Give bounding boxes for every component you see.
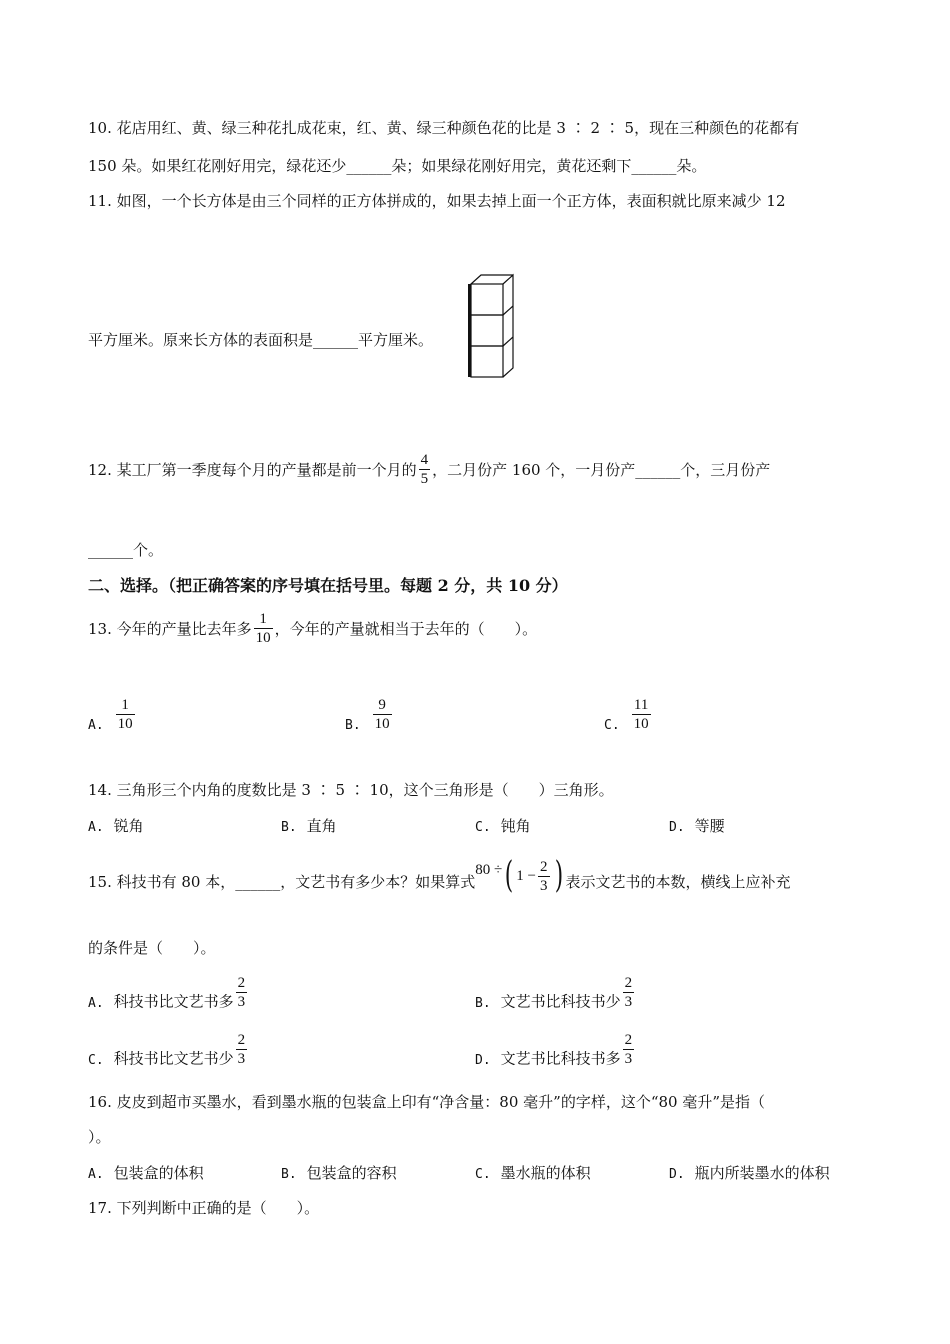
q15-option-b-num: 2 <box>624 975 633 991</box>
q12-line2: ______个。 <box>88 541 164 559</box>
q13-option-c-label: C. <box>604 717 620 733</box>
q13-before: 13. 今年的产量比去年多 <box>88 620 252 638</box>
q16-option-a[interactable] <box>88 1163 204 1185</box>
q16-option-b[interactable] <box>281 1163 397 1185</box>
q12-before: 12. 某工厂第一季度每个月的产量都是前一个月的 <box>88 461 417 479</box>
q13-fraction <box>254 610 273 647</box>
q14-option-c[interactable] <box>475 816 531 838</box>
q14-option-a-text: 锐角 <box>113 817 144 835</box>
q15-stem <box>88 850 791 902</box>
stacked-cubes-figure <box>468 272 518 378</box>
q16-line2: ）。 <box>88 1128 111 1146</box>
q11-line1: 11. 如图，一个长方体是由三个同样的正方体拼成的，如果去掉上面一个正方体，表面积就比原来减少 12 <box>88 192 786 210</box>
q15-expr-b: 1 − <box>516 868 536 884</box>
cubes-right-side <box>503 275 513 377</box>
q15-after: 表示文艺书的本数，横线上应补充 <box>565 873 791 891</box>
q15-right-paren-icon: ) <box>554 855 563 896</box>
q16-option-c-text: 墨水瓶的体积 <box>500 1164 591 1182</box>
q15-left-paren-icon: ( <box>505 855 514 896</box>
q15-option-d-text: 文艺书比科技书多 <box>500 1049 621 1068</box>
q14-option-d[interactable] <box>669 816 725 838</box>
q10-line2: 150 朵。如果红花刚好用完，绿花还少______朵；如果绿花刚好用完，黄花还剩下______朵。 <box>88 157 707 175</box>
q16-option-c-label: C. <box>475 1167 491 1182</box>
q12-after: ，二月份产 160 个，一月份产______个，三月份产 <box>432 461 771 479</box>
q13-option-a-num: 1 <box>121 697 129 713</box>
q15-option-d-label: D. <box>475 1052 491 1068</box>
q13-option-c-den: 10 <box>633 716 649 732</box>
q15-option-a[interactable] <box>88 974 249 1014</box>
q13-option-b-fraction <box>373 696 392 733</box>
q14-stem: 14. 三角形三个内角的度数比是 3 ∶ 5 ∶ 10，这个三角形是（ ）三角形。 <box>88 781 614 799</box>
q14-option-c-label: C. <box>475 820 491 835</box>
q13-option-a[interactable] <box>88 696 137 736</box>
q15-option-a-text: 科技书比文艺书多 <box>113 992 234 1011</box>
q12-fraction <box>419 451 431 488</box>
q13-option-b[interactable] <box>345 696 394 736</box>
q13-option-a-den: 10 <box>117 716 133 732</box>
q16-option-a-text: 包装盒的体积 <box>113 1164 204 1182</box>
q15-option-c-num: 2 <box>237 1032 246 1048</box>
cube-middle-front <box>471 315 503 346</box>
q13-option-b-num: 9 <box>378 697 386 713</box>
q13-after: ，今年的产量就相当于去年的（ ）。 <box>274 620 538 638</box>
q15-expr-num: 2 <box>540 858 548 875</box>
q15-option-c[interactable] <box>88 1031 249 1071</box>
q11-line2: 平方厘米。原来长方体的表面积是______平方厘米。 <box>88 331 434 349</box>
q15-expr-a: 80 ÷ <box>475 862 503 878</box>
cube-top-front <box>471 284 503 315</box>
q14-option-d-label: D. <box>669 820 685 835</box>
q15-line2: 的条件是（ ）。 <box>88 939 216 957</box>
q14-option-b-text: 直角 <box>306 817 337 835</box>
q15-option-d-den: 3 <box>624 1051 633 1067</box>
cube-bottom-front <box>471 346 503 377</box>
q14-option-d-text: 等腰 <box>694 817 725 835</box>
q15-option-b-den: 3 <box>624 994 633 1010</box>
q16-option-d[interactable] <box>669 1163 830 1185</box>
q13-option-b-label: B. <box>345 717 361 733</box>
q13-option-a-label: A. <box>88 717 104 733</box>
q14-option-c-text: 钝角 <box>500 817 531 835</box>
q17-stem: 17. 下列判断中正确的是（ ）。 <box>88 1199 320 1217</box>
q15-expr-den: 3 <box>540 877 548 894</box>
q13-stem <box>88 610 537 647</box>
q15-option-b-text: 文艺书比科技书少 <box>500 992 621 1011</box>
q12-line1 <box>88 451 770 488</box>
q14-option-a[interactable] <box>88 816 144 838</box>
q15-option-b-fraction <box>623 974 635 1011</box>
q15-expression <box>475 850 565 896</box>
q16-option-a-label: A. <box>88 1167 104 1182</box>
q16-option-d-text: 瓶内所装墨水的体积 <box>694 1164 830 1182</box>
q15-option-d-fraction <box>623 1031 635 1068</box>
q15-option-a-fraction <box>236 974 248 1011</box>
q13-frac-num: 1 <box>259 611 267 627</box>
q15-option-a-label: A. <box>88 995 104 1011</box>
q15-expr-fraction <box>538 858 550 895</box>
q14-option-b[interactable] <box>281 816 337 838</box>
q16-option-c[interactable] <box>475 1163 591 1185</box>
q13-option-c[interactable] <box>604 696 653 736</box>
cubes-shadow-left <box>468 284 471 377</box>
q13-option-b-den: 10 <box>374 716 390 732</box>
q12-frac-num: 4 <box>420 452 429 468</box>
q15-option-a-num: 2 <box>237 975 246 991</box>
q16-option-d-label: D. <box>669 1167 685 1182</box>
q13-option-c-fraction <box>632 696 651 733</box>
q10-line1: 10. 花店用红、黄、绿三种花扎成花束，红、黄、绿三种颜色花的比是 3 ∶ 2 ∶ 5，现在三种颜色的花都有 <box>88 119 800 137</box>
q14-option-a-label: A. <box>88 820 104 835</box>
q15-option-c-fraction <box>236 1031 248 1068</box>
cube-top-face <box>471 275 513 284</box>
q13-option-c-num: 11 <box>633 697 649 713</box>
q13-option-a-fraction <box>116 696 135 733</box>
q14-option-b-label: B. <box>281 820 297 835</box>
q15-option-b-label: B. <box>475 995 491 1011</box>
q16-option-b-label: B. <box>281 1167 297 1182</box>
q15-option-d-num: 2 <box>624 1032 633 1048</box>
q15-option-c-label: C. <box>88 1052 104 1068</box>
q13-frac-den: 10 <box>255 630 271 646</box>
q15-option-b[interactable] <box>475 974 636 1014</box>
q16-option-b-text: 包装盒的容积 <box>306 1164 397 1182</box>
q12-frac-den: 5 <box>420 471 429 487</box>
q15-before: 15. 科技书有 80 本，______，文艺书有多少本？如果算式 <box>88 873 476 891</box>
q15-option-c-text: 科技书比文艺书少 <box>113 1049 234 1068</box>
q15-option-d[interactable] <box>475 1031 636 1071</box>
section2-heading: 二、选择。（把正确答案的序号填在括号里。每题 2 分，共 10 分） <box>88 576 568 595</box>
q15-option-c-den: 3 <box>237 1051 246 1067</box>
q16-line1: 16. 皮皮到超市买墨水，看到墨水瓶的包装盒上印有“净含量：80 毫升”的字样，这个“80 毫升”是指（ <box>88 1093 766 1111</box>
q15-option-a-den: 3 <box>237 994 246 1010</box>
